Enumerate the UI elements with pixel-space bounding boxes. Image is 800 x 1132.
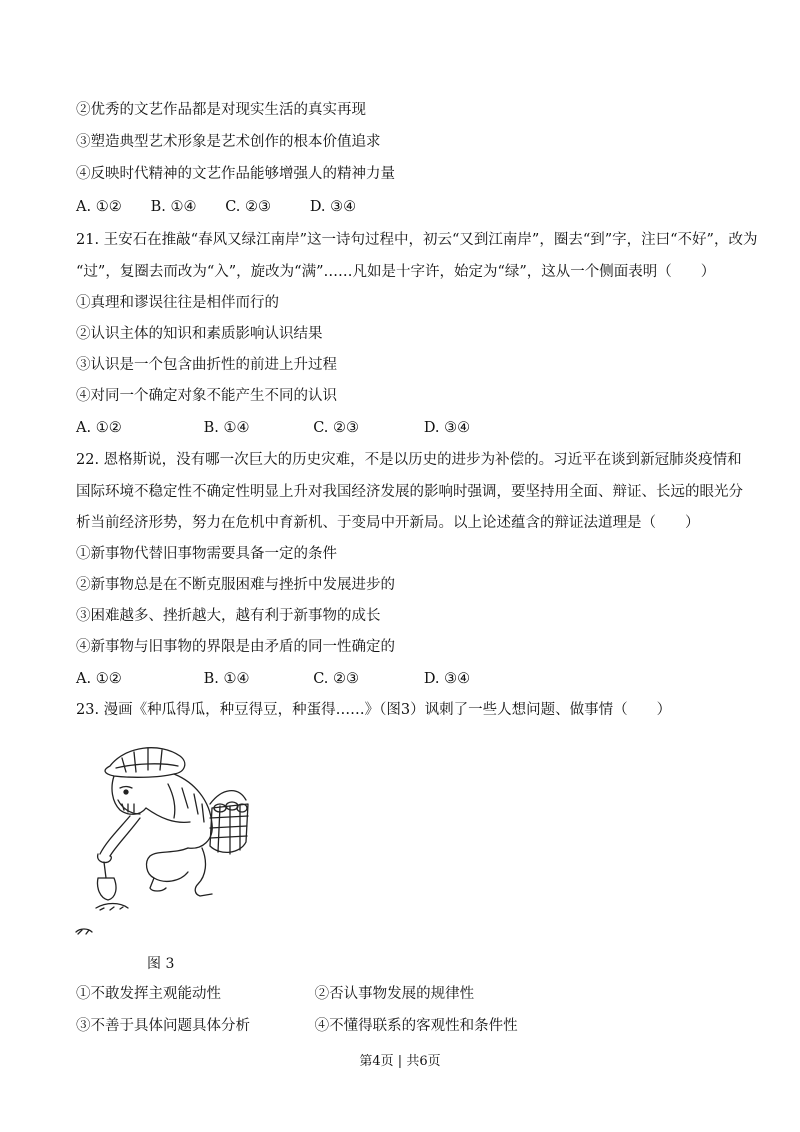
option-row (76, 984, 474, 1004)
option-line: ①不敢发挥主观能动性 (76, 986, 221, 1002)
answer-c: C. ②③ (313, 420, 360, 436)
option-line: ④反映时代精神的文艺作品能够增强人的精神力量 (76, 166, 395, 182)
cartoon-figure (70, 738, 290, 948)
option-line: ①新事物代替旧事物需要具备一定的条件 (76, 546, 337, 562)
option-line: ④不懂得联系的客观性和条件性 (314, 1018, 518, 1034)
answer-c: C. ②③ (225, 199, 272, 215)
option-row (76, 1016, 518, 1036)
option-line: ④新事物与旧事物的界限是由矛盾的同一性确定的 (76, 639, 395, 655)
question-stem: “过”，复圈去而改为“入”，旋改为“满”……凡如是十字许，始定为“绿”，这从一个侧面表明（ ） (76, 264, 716, 280)
option-line: ③困难越多、挫折越大，越有利于新事物的成长 (76, 608, 381, 624)
question-stem: 析当前经济形势，努力在危机中育新机、于变局中开新局。以上论述蕴含的辩证法道理是（ ） (76, 515, 700, 531)
option-line: ②新事物总是在不断克服困难与挫折中发展进步的 (76, 577, 395, 593)
answer-choices (76, 418, 470, 438)
answer-d: D. ③④ (309, 199, 357, 215)
question-stem: 23. 漫画《种瓜得瓜，种豆得豆，种蛋得……》（图3）讽刺了一些人想问题、做事情（ ） (76, 702, 672, 718)
option-line: ②否认事物发展的规律性 (314, 986, 475, 1002)
answer-c: C. ②③ (313, 671, 360, 687)
answer-a: A. ①② (76, 420, 122, 436)
answer-a: A. ①② (76, 199, 122, 215)
option-line: ④对同一个确定对象不能产生不同的认识 (76, 388, 337, 404)
question-stem: 22. 恩格斯说，没有哪一次巨大的历史灾难，不是以历史的进步为补偿的。习近平在谈到新冠肺炎疫情和 (76, 452, 742, 468)
answer-a: A. ①② (76, 671, 122, 687)
option-line: ③不善于具体问题具体分析 (76, 1018, 250, 1034)
option-line: ③认识是一个包含曲折性的前进上升过程 (76, 357, 337, 373)
question-stem: 国际环境不稳定性不确定性明显上升对我国经济发展的影响时强调，要坚持用全面、辩证、长远的眼光分 (76, 484, 743, 500)
option-line: ①真理和谬误往往是相伴而行的 (76, 295, 279, 311)
option-line: ③塑造典型艺术形象是艺术创作的根本价值追求 (76, 134, 381, 150)
answer-choices (76, 197, 356, 217)
answer-d: D. ③④ (423, 671, 471, 687)
page-footer: 第4页 | 共6页 (359, 1054, 441, 1069)
question-stem: 21. 王安石在推敲“春风又绿江南岸”这一诗句过程中，初云“又到江南岸”，圈去“到”字，注曰“不好”，改为 (76, 232, 758, 248)
option-line: ②优秀的文艺作品都是对现实生活的真实再现 (76, 102, 366, 118)
answer-b: B. ①④ (203, 671, 250, 687)
answer-b: B. ①④ (150, 199, 197, 215)
answer-b: B. ①④ (203, 420, 250, 436)
figure-caption: 图 3 (147, 956, 175, 972)
answer-choices (76, 669, 470, 689)
answer-d: D. ③④ (423, 420, 471, 436)
option-line: ②认识主体的知识和素质影响认识结果 (76, 326, 323, 342)
